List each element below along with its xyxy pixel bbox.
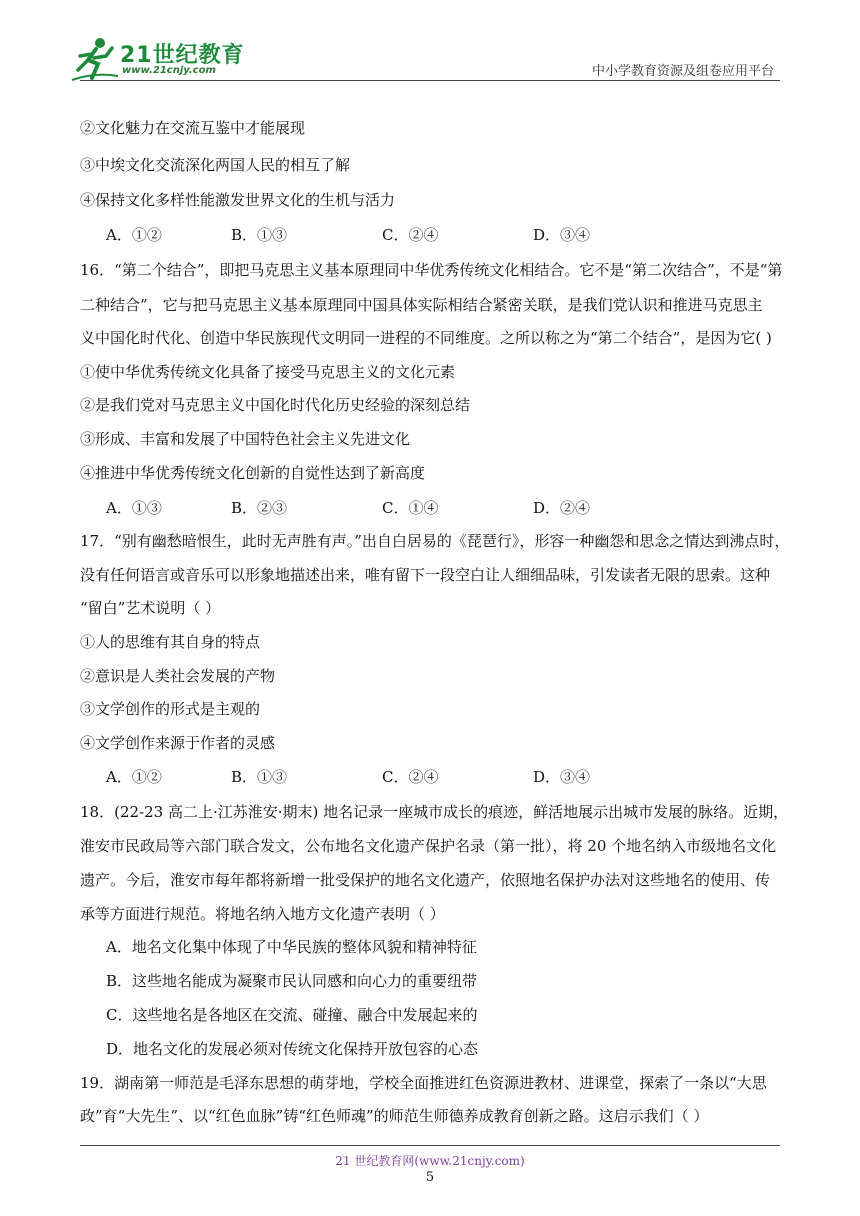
runner-logo-icon (70, 36, 120, 82)
q17-option-a[interactable]: A．①② (106, 768, 162, 786)
q19-stem-line2: 政”育“大先生”、以“红色血脉”铸“红色师魂”的师范生师德养成教育创新之路。这启示我们（ ） (80, 1107, 709, 1125)
q15-option-d[interactable]: D．③④ (533, 226, 591, 244)
q17-option-d[interactable]: D．③④ (533, 768, 591, 786)
q16-option-c[interactable]: C．①④ (382, 499, 439, 517)
q17-option-c[interactable]: C．②④ (382, 768, 439, 786)
q17-stem-line3: “留白”艺术说明（ ） (80, 599, 221, 617)
site-logo[interactable] (70, 36, 245, 84)
q17-statement-2: ②意识是人类社会发展的产物 (80, 667, 276, 685)
q17-statement-1: ①人的思维有其自身的特点 (80, 633, 261, 651)
q15-option-c[interactable]: C．②④ (382, 226, 439, 244)
q18-option-d[interactable]: D．地名文化的发展必须对传统文化保持开放包容的心态 (106, 1040, 479, 1058)
footer-divider (80, 1145, 780, 1146)
q16-option-d[interactable]: D．②④ (533, 499, 591, 517)
q17-statement-3: ③文学创作的形式是主观的 (80, 700, 261, 718)
q16-stem-line3: 义中国化时代化、创造中华民族现代文明同一进程的不同维度。之所以称之为“第二个结合”，是因为它( ) (80, 329, 772, 347)
logo-title: 21世纪教育 (120, 43, 245, 68)
q18-stem-line2: 淮安市民政局等六部门联合发文，公布地名文化遗产保护名录（第一批），将 20 个地名纳入市级地名文化 (80, 837, 777, 855)
q18-stem-line4: 承等方面进行规范。将地名纳入地方文化遗产表明（ ） (80, 905, 445, 923)
logo-url: www.21cnjy.com (122, 65, 216, 76)
q17-stem-line2: 没有任何语言或音乐可以形象地描述出来，唯有留下一段空白让人细细品味，引发读者无限的思索。这种 (80, 566, 771, 584)
q19-stem-line1: 19．湖南第一师范是毛泽东思想的萌芽地，学校全面推进红色资源进教材、进课堂，探索了一条以“大思 (80, 1074, 767, 1092)
q15-option-a[interactable]: A．①② (106, 226, 162, 244)
q16-option-b[interactable]: B．②③ (231, 499, 288, 517)
q16-stem-line1: 16．“第二个结合”，即把马克思主义基本原理同中华优秀传统文化相结合。它不是“第二次结合”，不是“第 (80, 261, 783, 279)
q18-option-b[interactable]: B．这些地名能成为凝聚市民认同感和向心力的重要纽带 (106, 972, 478, 990)
q16-statement-1: ①使中华优秀传统文化具备了接受马克思主义的文化元素 (80, 363, 456, 381)
q15-option-b[interactable]: B．①③ (231, 226, 288, 244)
q18-stem-line1: 18．(22-23 高二上·江苏淮安·期末) 地名记录一座城市成长的痕迹，鲜活地展示出城市发展的脉络。近期， (80, 803, 789, 821)
q16-stem-line2: 二种结合”，它与把马克思主义基本原理同中国具体实际相结合紧密关联，是我们党认识和推进马克思主 (80, 296, 763, 314)
q17-statement-4: ④文学创作来源于作者的灵感 (80, 734, 276, 752)
page-header (0, 0, 860, 90)
q16-option-a[interactable]: A．①③ (106, 499, 162, 517)
q18-stem-line3: 遗产。今后，淮安市每年都将新增一批受保护的地名文化遗产，依照地名保护办法对这些地名的使用、传 (80, 871, 771, 889)
q17-stem-line1: 17．“别有幽愁暗恨生，此时无声胜有声。”出自白居易的《琵琶行》，形容一种幽怨和思念之情达到沸点时， (80, 532, 790, 550)
q15-statement-2: ②文化魅力在交流互鉴中才能展现 (80, 119, 306, 137)
q16-statement-4: ④推进中华优秀传统文化创新的自觉性达到了新高度 (80, 464, 426, 482)
q15-statement-4: ④保持文化多样性能激发世界文化的生机与活力 (80, 191, 396, 209)
q16-statement-2: ②是我们党对马克思主义中国化时代化历史经验的深刻总结 (80, 396, 471, 414)
footer-site-link[interactable]: 21 世纪教育网(www.21cnjy.com) (335, 1154, 525, 1168)
header-divider (80, 80, 780, 81)
q17-option-b[interactable]: B．①③ (231, 768, 288, 786)
page-number: 5 (425, 1170, 435, 1185)
q16-statement-3: ③形成、丰富和发展了中国特色社会主义先进文化 (80, 430, 411, 448)
q18-option-a[interactable]: A．地名文化集中体现了中华民族的整体风貌和精神特征 (106, 938, 477, 956)
q15-statement-3: ③中埃文化交流深化两国人民的相互了解 (80, 156, 351, 174)
header-platform-text: 中小学教育资源及组卷应用平台 (591, 64, 774, 79)
q18-option-c[interactable]: C．这些地名是各地区在交流、碰撞、融合中发展起来的 (106, 1006, 478, 1024)
